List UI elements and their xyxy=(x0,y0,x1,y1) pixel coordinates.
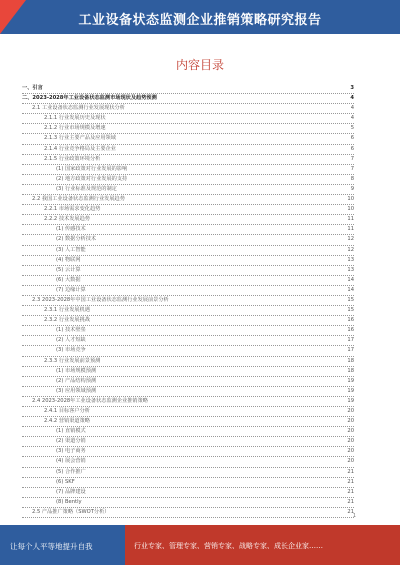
toc-entry-text: (8) Bently xyxy=(56,498,84,507)
toc-entry-page: 8 xyxy=(349,175,354,184)
toc-entry-page: 14 xyxy=(345,286,354,295)
toc-entry[interactable] xyxy=(22,387,354,397)
toc-entry-text: (3) 人工智能 xyxy=(56,246,88,255)
toc-entry[interactable] xyxy=(22,185,354,195)
toc-entry-text: 2.4.1 目标客户分析 xyxy=(44,407,92,416)
toc-entry-text: (3) 行业标准及规范的制定 xyxy=(56,185,119,194)
toc-entry[interactable] xyxy=(22,195,354,205)
toc-entry-text: 2.1.4 行业竞争格局及主要企业 xyxy=(44,145,118,154)
document-title: 工业设备状态监测企业推销策略研究报告 xyxy=(78,13,322,28)
toc-entry[interactable] xyxy=(22,336,354,346)
toc-entry[interactable] xyxy=(22,468,354,478)
toc-entry[interactable] xyxy=(22,478,354,488)
toc-entry-page: 18 xyxy=(345,357,354,366)
toc-entry-page: 15 xyxy=(345,296,354,305)
toc-entry-text: 2.3 2023-2028年中国工业设备状态监测行业发展前景分析 xyxy=(32,296,171,305)
toc-entry-text: 2.1.3 行业主要产品及应用领域 xyxy=(44,134,118,143)
toc-entry-page: 7 xyxy=(349,165,354,174)
toc-entry[interactable] xyxy=(22,326,354,336)
toc-entry[interactable] xyxy=(22,346,354,356)
toc-entry-page: 4 xyxy=(348,94,354,103)
toc-entry[interactable] xyxy=(22,175,354,185)
toc-entry[interactable] xyxy=(22,114,354,124)
toc-entry-text: (3) 电子商务 xyxy=(56,447,88,456)
toc-entry-page: 21 xyxy=(345,508,354,517)
toc-entry-text: (1) 直销模式 xyxy=(56,427,88,436)
toc-entry[interactable] xyxy=(22,367,354,377)
toc-entry[interactable] xyxy=(22,155,354,165)
footer-tagline: 行业专家、管理专家、营销专家、战略专家、成长企业家…… xyxy=(134,542,323,550)
toc-entry[interactable] xyxy=(22,276,354,286)
toc-entry-page: 20 xyxy=(345,437,354,446)
table-of-contents xyxy=(22,84,354,518)
toc-entry-text: (2) 地方政策对行业发展的支持 xyxy=(56,175,129,184)
toc-entry[interactable] xyxy=(22,235,354,245)
toc-entry-page: 9 xyxy=(349,185,354,194)
toc-entry-page: 20 xyxy=(345,447,354,456)
toc-entry-text: 2.1.2 行业市场规模及增速 xyxy=(44,124,108,133)
toc-entry-page: 11 xyxy=(345,225,354,234)
toc-entry-text: (6) 大数据 xyxy=(56,276,83,285)
toc-entry-text: 2.4.2 营销渠道策略 xyxy=(44,417,92,426)
page-number: 1 xyxy=(352,513,356,519)
footer-left-panel xyxy=(0,525,125,565)
toc-entry-page: 14 xyxy=(345,276,354,285)
toc-entry[interactable] xyxy=(22,397,354,407)
toc-entry-page: 19 xyxy=(345,377,354,386)
toc-entry-page: 20 xyxy=(345,457,354,466)
toc-entry-text: 一、引言 xyxy=(22,84,45,93)
toc-entry-text: (1) 国家政策对行业发展的影响 xyxy=(56,165,129,174)
toc-entry-text: (3) 应用领域预测 xyxy=(56,387,98,396)
toc-entry[interactable] xyxy=(22,84,354,94)
toc-entry-text: (2) 人才短缺 xyxy=(56,336,88,345)
toc-entry-page: 18 xyxy=(345,367,354,376)
toc-entry[interactable] xyxy=(22,246,354,256)
toc-entry-page: 21 xyxy=(345,488,354,497)
toc-entry[interactable] xyxy=(22,215,354,225)
toc-entry[interactable] xyxy=(22,447,354,457)
toc-entry[interactable] xyxy=(22,225,354,235)
toc-entry[interactable] xyxy=(22,427,354,437)
toc-entry[interactable] xyxy=(22,266,354,276)
toc-entry-text: (6) SKF xyxy=(56,478,77,487)
toc-entry[interactable] xyxy=(22,286,354,296)
toc-entry-text: (2) 数据分析技术 xyxy=(56,235,98,244)
toc-entry-page: 11 xyxy=(345,215,354,224)
toc-entry[interactable] xyxy=(22,488,354,498)
toc-entry[interactable] xyxy=(22,134,354,144)
toc-entry-text: (4) 物联网 xyxy=(56,256,83,265)
toc-entry-page: 10 xyxy=(345,195,354,204)
toc-entry-page: 20 xyxy=(345,417,354,426)
toc-entry-page: 21 xyxy=(345,498,354,507)
toc-entry-text: 2.3.1 行业发展机遇 xyxy=(44,306,92,315)
toc-entry-page: 16 xyxy=(345,326,354,335)
toc-entry-page: 19 xyxy=(345,397,354,406)
toc-entry-page: 5 xyxy=(349,124,354,133)
toc-entry-text: (2) 产品结构预测 xyxy=(56,377,98,386)
toc-entry-page: 12 xyxy=(345,246,354,255)
toc-entry-text: (1) 传感技术 xyxy=(56,225,88,234)
toc-entry-page: 17 xyxy=(345,336,354,345)
toc-entry-text: (4) 展会营销 xyxy=(56,457,88,466)
toc-entry-text: (7) 边缘计算 xyxy=(56,286,88,295)
toc-entry[interactable] xyxy=(22,94,354,104)
toc-entry[interactable] xyxy=(22,437,354,447)
toc-entry[interactable] xyxy=(22,205,354,215)
toc-entry-text: 2.3.3 行业发展前景预测 xyxy=(44,357,102,366)
toc-entry-page: 21 xyxy=(345,478,354,487)
toc-entry[interactable] xyxy=(22,145,354,155)
toc-entry[interactable] xyxy=(22,316,354,326)
toc-entry-text: 2.2.2 技术发展趋势 xyxy=(44,215,92,224)
toc-entry[interactable] xyxy=(22,357,354,367)
toc-entry-text: (7) 品牌建设 xyxy=(56,488,88,497)
toc-entry[interactable] xyxy=(22,124,354,134)
toc-entry-text: 二、2023-2028年工业设备状态监测市场现状及趋势预测 xyxy=(22,94,159,103)
toc-entry-page: 21 xyxy=(345,468,354,477)
toc-entry-page: 4 xyxy=(349,104,354,113)
toc-entry-page: 6 xyxy=(349,134,354,143)
toc-entry-text: 2.1.5 行业政策环境分析 xyxy=(44,155,102,164)
toc-entry[interactable] xyxy=(22,306,354,316)
toc-entry-text: 2.2.1 市场需求变化趋势 xyxy=(44,205,102,214)
toc-entry[interactable] xyxy=(22,407,354,417)
toc-heading: 内容目录 xyxy=(175,58,224,72)
toc-entry-page: 19 xyxy=(345,387,354,396)
toc-entry-text: (1) 市场规模预测 xyxy=(56,367,98,376)
toc-entry-page: 13 xyxy=(345,266,354,275)
toc-entry-text: 2.1.1 行业发展历史及现状 xyxy=(44,114,108,123)
toc-entry-text: 2.1 工业设备状态监测行业发展现状分析 xyxy=(32,104,127,113)
toc-entry[interactable] xyxy=(22,104,354,114)
toc-entry-text: 2.5 产品推广策略（SWOT分析） xyxy=(32,508,111,517)
toc-entry-text: (2) 渠道分销 xyxy=(56,437,88,446)
toc-entry-text: 2.4 2023-2028年工业设备状态监测企业推销策略 xyxy=(32,397,150,406)
toc-entry[interactable] xyxy=(22,256,354,266)
toc-entry[interactable] xyxy=(22,165,354,175)
toc-entry-page: 15 xyxy=(345,306,354,315)
toc-entry-text: (3) 市场竞争 xyxy=(56,346,88,355)
toc-entry-page: 3 xyxy=(348,84,354,93)
toc-entry-text: (1) 技术壁垒 xyxy=(56,326,88,335)
toc-entry[interactable] xyxy=(22,457,354,467)
footer-band xyxy=(0,525,400,565)
toc-entry-page: 20 xyxy=(345,407,354,416)
toc-entry-text: 2.2 我国工业设备状态监测行业发展趋势 xyxy=(32,195,127,204)
toc-entry-text: 2.3.2 行业发展挑战 xyxy=(44,316,92,325)
toc-entry[interactable] xyxy=(22,296,354,306)
toc-entry[interactable] xyxy=(22,377,354,387)
toc-entry-page: 4 xyxy=(349,114,354,123)
toc-entry-text: (5) 合作推广 xyxy=(56,468,88,477)
footer-slogan: 让每个人平等地提升自我 xyxy=(10,542,93,551)
toc-entry-page: 17 xyxy=(345,346,354,355)
toc-entry[interactable] xyxy=(22,508,354,518)
toc-entry-text: (5) 云计算 xyxy=(56,266,83,275)
toc-entry-page: 20 xyxy=(345,427,354,436)
toc-entry-page: 6 xyxy=(349,145,354,154)
toc-entry-page: 13 xyxy=(345,256,354,265)
toc-entry-page: 12 xyxy=(345,235,354,244)
toc-entry-page: 10 xyxy=(345,205,354,214)
toc-entry-page: 7 xyxy=(349,155,354,164)
toc-entry[interactable] xyxy=(22,417,354,427)
toc-entry-page: 16 xyxy=(345,316,354,325)
toc-entry[interactable] xyxy=(22,498,354,508)
